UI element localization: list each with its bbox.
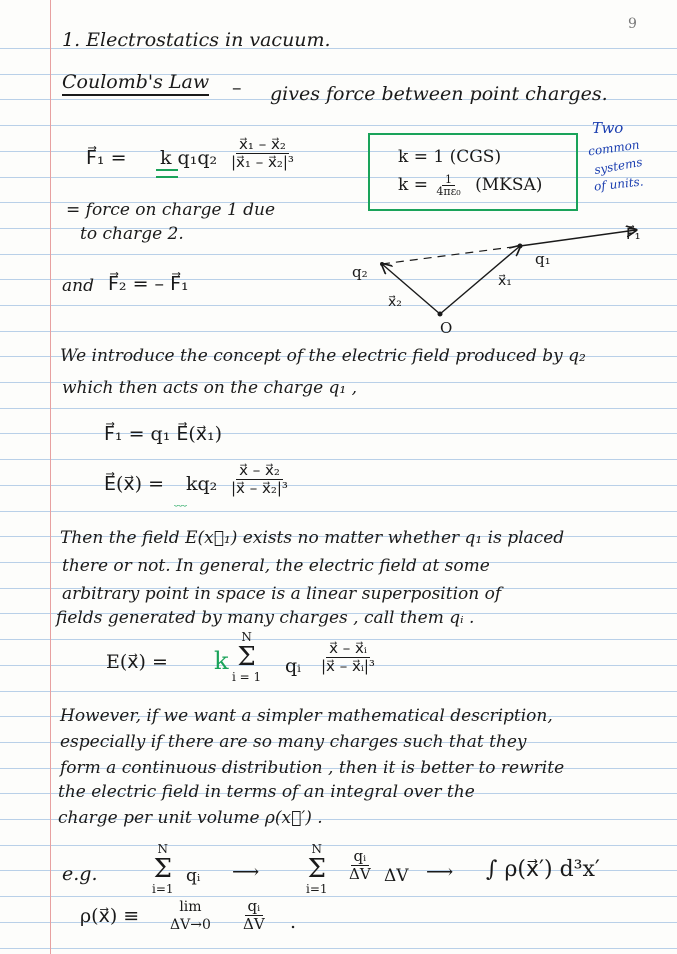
field-intro-1: We introduce the concept of the electric field produced by q₂	[60, 346, 586, 366]
force-eq-num: x⃗₁ – x⃗₂	[236, 136, 289, 154]
units-note-3: systems	[593, 154, 644, 178]
eg-sum2-post: ΔV	[384, 866, 409, 886]
diagram-x2: x⃗₂	[388, 294, 402, 310]
field-intro-2: which then acts on the charge q₁ ,	[62, 378, 358, 398]
field-eq2-lhs: E⃗(x⃗) =	[104, 473, 165, 495]
coulomb-heading: Coulomb's Law	[62, 72, 209, 96]
force-desc-1: = force on charge 1 due	[66, 200, 276, 220]
sum-eq-fraction	[318, 640, 378, 675]
units-line2-den: 4πε₀	[436, 185, 461, 198]
q1-point	[518, 244, 523, 249]
rule-line	[0, 845, 677, 846]
rho-def-lhs: ρ(x⃗) ≡	[80, 905, 140, 927]
sum-eq-sigma: N Σ i = 1	[232, 630, 262, 684]
continuous-2: especially if there are so many charges such that they	[60, 732, 527, 752]
continuous-3: form a continuous distribution , then it is better to rewrite	[60, 758, 565, 778]
sum-eq-den: |x⃗ – x⃗ᵢ|³	[321, 657, 375, 675]
eg-sum2-fraction	[346, 848, 374, 883]
sum-eq-k: k	[214, 647, 229, 675]
superposition-4: fields generated by many charges , call them qᵢ .	[56, 608, 475, 628]
sum-eq-lower: i = 1	[232, 670, 262, 684]
rule-line	[0, 948, 677, 949]
eg-sum1-upper: N	[157, 842, 169, 856]
units-line1: k = 1 (CGS)	[398, 147, 502, 167]
units-note-2: common	[587, 137, 641, 159]
sum-eq-qi: qᵢ	[285, 655, 301, 677]
rule-line	[0, 408, 677, 409]
superposition-1: Then the field E(x⃗₁) exists no matter whether q₁ is placed	[60, 528, 565, 548]
rule-line	[0, 511, 677, 512]
rho-def-num: qᵢ	[245, 898, 264, 916]
rule-line	[0, 459, 677, 460]
diagram-q1: q₁	[535, 250, 551, 268]
rho-def-limit	[170, 898, 211, 934]
k-squiggle: ﹏	[174, 494, 187, 509]
rule-line	[0, 896, 677, 897]
rho-def-lim-sub: ΔV→0	[170, 917, 211, 933]
eg-sum2-lower: i=1	[306, 882, 328, 896]
force-vector	[520, 230, 636, 246]
continuous-1: However, if we want a simpler mathematical description,	[60, 706, 553, 726]
eg-sum2-den: ΔV	[349, 865, 371, 883]
q2-point	[380, 262, 384, 266]
eg-sum2-num: qᵢ	[351, 848, 370, 866]
rho-def-den: ΔV	[243, 915, 265, 933]
eg-sum1-term: qᵢ	[186, 866, 201, 886]
eg-sum1: N Σ i=1	[152, 842, 174, 896]
units-line2-pre: k =	[398, 175, 428, 195]
separation-dashed-line	[382, 246, 520, 264]
diagram-q2: q₂	[352, 263, 368, 281]
field-eq2-num: x⃗ – x⃗₂	[236, 462, 283, 480]
margin-line	[50, 0, 51, 954]
diagram-origin: O	[440, 319, 453, 337]
superposition-2: there or not. In general, the electric field at some	[62, 556, 490, 576]
eg-arrow2: ⟶	[426, 861, 454, 883]
rule-line	[0, 691, 677, 692]
diagram-x1: x⃗₁	[498, 273, 512, 289]
units-line2-num: 1	[442, 174, 455, 186]
newton-and: and	[62, 276, 94, 296]
eg-label: e.g.	[62, 863, 98, 885]
units-note-4: of units.	[593, 174, 645, 194]
continuous-4: the electric field in terms of an integral over the	[58, 782, 475, 802]
rho-def-lim: lim	[179, 899, 202, 915]
rule-line	[0, 433, 677, 434]
rho-def-fraction	[240, 898, 268, 933]
superposition-3: arbitrary point in space is a linear superposition of	[62, 584, 502, 604]
units-note-1: Two	[592, 119, 624, 137]
eg-sum2: N Σ i=1	[306, 842, 328, 896]
coulomb-dash: –	[232, 77, 242, 99]
eg-arrow1: ⟶	[232, 861, 260, 883]
units-line2	[398, 174, 542, 197]
units-box	[368, 133, 578, 211]
k-underline	[156, 169, 178, 178]
continuous-5: charge per unit volume ρ(x⃗′) .	[58, 808, 323, 828]
page-number: 9	[628, 16, 637, 32]
sum-eq-num: x⃗ – x⃗ᵢ	[326, 640, 370, 658]
section-title: 1. Electrostatics in vacuum.	[62, 29, 331, 51]
eg-integral: ∫ ρ(x⃗′) d³x′	[486, 857, 600, 882]
sum-eq-lhs: E(x⃗) =	[106, 651, 168, 673]
eg-sum1-lower: i=1	[152, 882, 174, 896]
field-eq2-den: |x⃗ – x⃗₂|³	[231, 479, 288, 497]
field-eq1: F⃗₁ = q₁ E⃗(x⃗₁)	[104, 423, 223, 445]
diagram-force: F⃗₁	[626, 225, 641, 243]
force-eq-den: |x⃗₁ – x⃗₂|³	[231, 153, 294, 171]
force-eq-coeff: k q₁q₂	[160, 147, 218, 169]
field-eq2-fraction	[228, 462, 291, 497]
force-desc-2: to charge 2.	[80, 224, 184, 244]
rho-def-dot: .	[290, 911, 297, 933]
field-eq2-coeff: kq₂	[186, 473, 218, 495]
force-eq-fraction	[228, 136, 297, 171]
rule-line	[0, 485, 677, 486]
eg-sum2-upper: N	[311, 842, 323, 856]
coulomb-subtitle: gives force between point charges.	[270, 83, 608, 105]
units-line2-post: (MKSA)	[475, 175, 543, 195]
force-eq-lhs: F⃗₁ =	[86, 147, 127, 169]
rule-line	[0, 125, 677, 126]
origin-point	[438, 312, 443, 317]
newton-eq: F⃗₂ = – F⃗₁	[108, 273, 189, 295]
sum-eq-upper: N	[241, 630, 252, 644]
